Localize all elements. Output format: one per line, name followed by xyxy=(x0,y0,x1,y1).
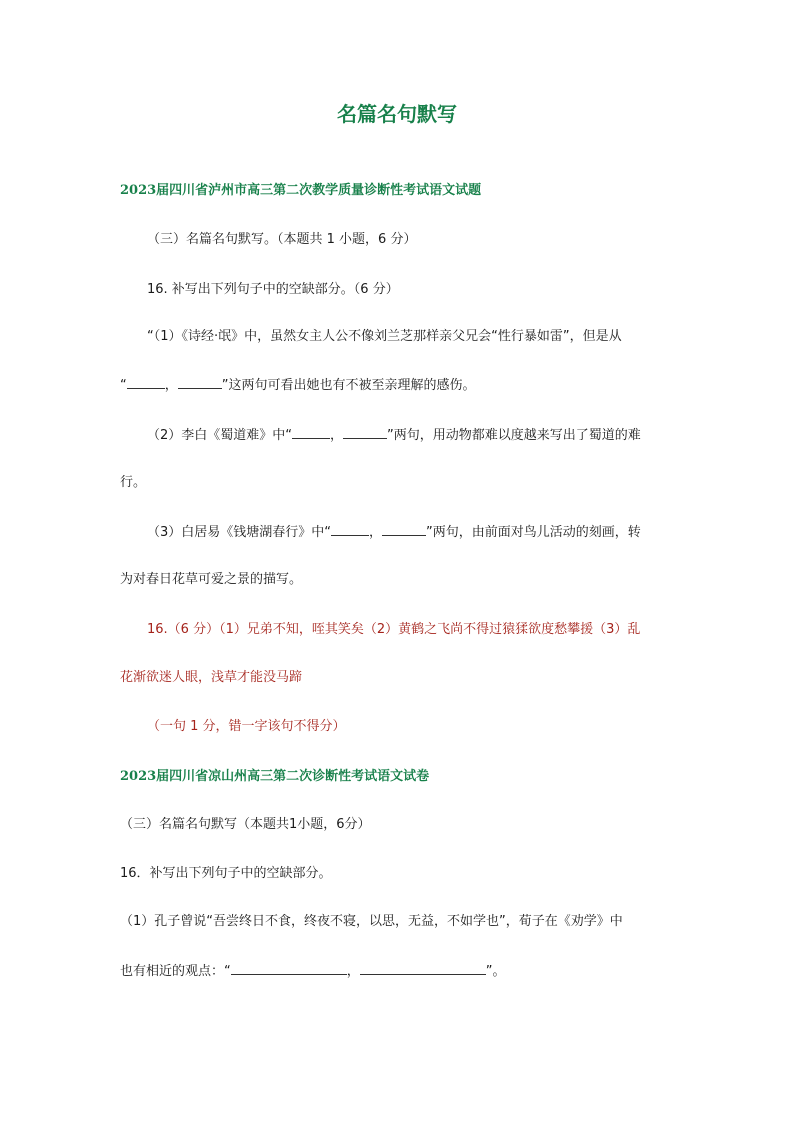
comma: ， xyxy=(369,525,383,540)
sentence-rest: ”这两句可看出她也有不被至亲理解的感伤。 xyxy=(221,378,476,393)
section2-question: 16．补写出下列句子中的空缺部分。 xyxy=(120,866,332,881)
section2-heading: 2023届四川省凉山州高三第二次诊断性考试语文试卷 xyxy=(120,769,430,784)
section1-part-label: （三）名篇名句默写。（本题共 1 小题，6 分） xyxy=(147,232,417,247)
section1-q1-line1: “（1）《诗经·氓》中，虽然女主人公不像刘兰芝那样亲父兄会“性行暴如雷”，但是从 xyxy=(147,329,622,344)
comma: ， xyxy=(330,428,344,443)
section2-q1-line2 xyxy=(120,962,680,981)
section1-question: 16. 补写出下列句子中的空缺部分。（6 分） xyxy=(147,282,399,297)
blank-field xyxy=(360,962,486,975)
section1-scoring-note: （一句 1 分，错一字该句不得分） xyxy=(147,719,346,734)
sentence-post: ”两句，用动物都难以度越来写出了蜀道的难 xyxy=(387,428,641,443)
quote-open: “ xyxy=(120,378,127,393)
blank-field xyxy=(178,376,222,389)
section1-answer-line2: 花渐欲迷人眼，浅草才能没马蹄 xyxy=(120,670,303,685)
section1-q2-line2: 行。 xyxy=(120,475,147,490)
section1-q2-line1 xyxy=(147,426,680,445)
section1-q1-line2 xyxy=(120,376,680,395)
comma: ， xyxy=(164,378,178,393)
section2-q1-line1: （1）孔子曾说“吾尝终日不食，终夜不寝，以思，无益，不如学也”，荀子在《劝学》中 xyxy=(120,914,623,929)
sentence-pre: （2）李白《蜀道难》中“ xyxy=(147,428,293,443)
sentence-post: ”两句，由前面对鸟儿活动的刻画，转 xyxy=(426,525,641,540)
section1-q3-line2: 为对春日花草可爱之景的描写。 xyxy=(120,572,303,587)
comma: ， xyxy=(346,964,360,979)
sentence-pre: （3）白居易《钱塘湖春行》中“ xyxy=(147,525,332,540)
blank-field xyxy=(292,426,330,439)
sentence-post: ”。 xyxy=(485,964,506,979)
page-title: 名篇名句默写 xyxy=(337,102,457,126)
section1-heading: 2023届四川省泸州市高三第二次教学质量诊断性考试语文试题 xyxy=(120,183,482,198)
section1-q3-line1 xyxy=(147,523,680,542)
blank-field xyxy=(231,962,347,975)
section2-part-label: （三）名篇名句默写（本题共1小题，6分） xyxy=(120,817,371,832)
blank-field xyxy=(331,523,369,536)
blank-field xyxy=(382,523,426,536)
sentence-pre: 也有相近的观点：“ xyxy=(120,964,231,979)
blank-field xyxy=(127,376,165,389)
section1-answer-line1: 16.（6 分）（1）兄弟不知，咥其笑矣（2）黄鹤之飞尚不得过猿猱欲度愁攀援（3）乱 xyxy=(147,622,641,637)
blank-field xyxy=(343,426,387,439)
